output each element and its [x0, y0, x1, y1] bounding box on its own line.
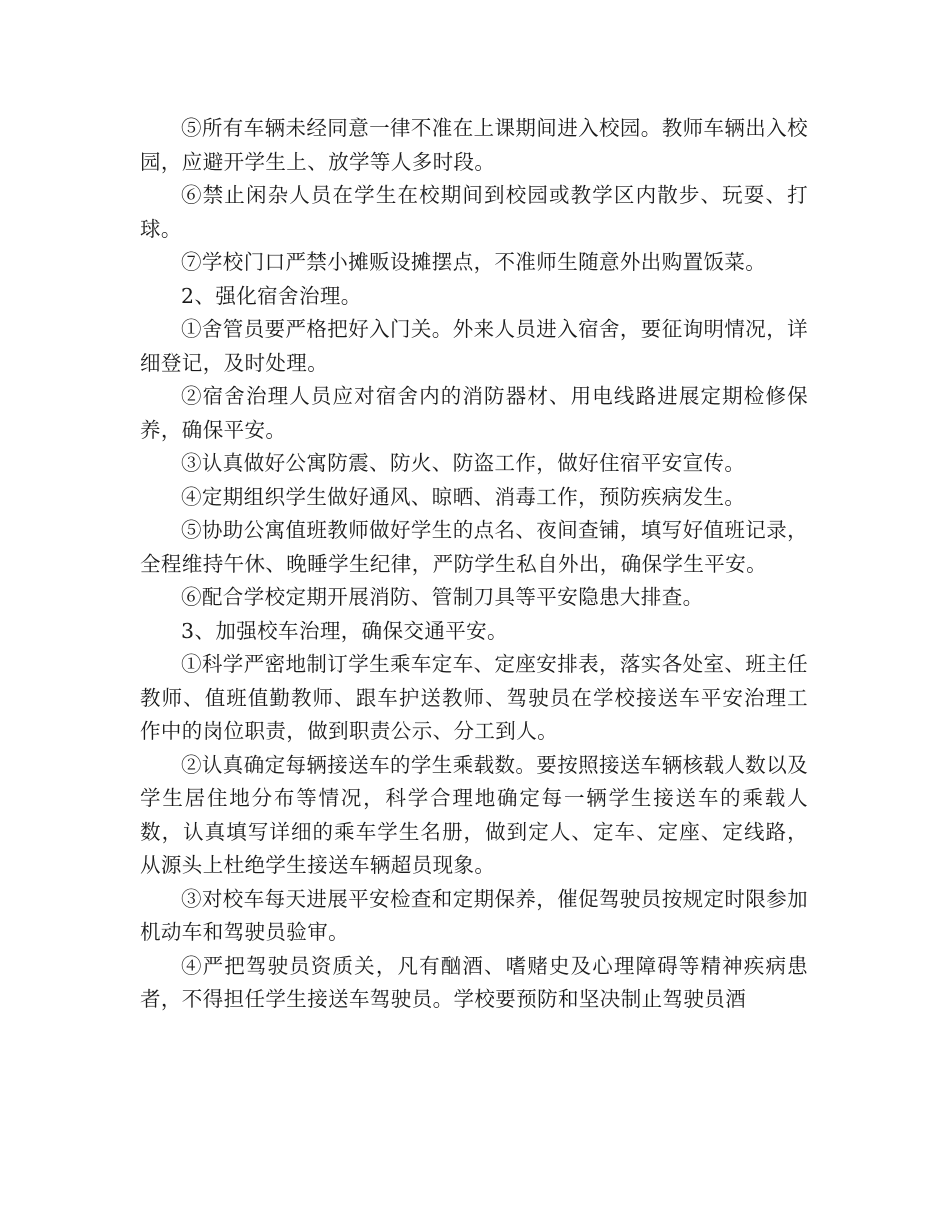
- paragraph-9: ⑤协助公寓值班教师做好学生的点名、夜间查铺，填写好值班记录，全程维持午休、晚睡学生纪律，严防学生私自外出，确保学生平安。: [140, 518, 808, 576]
- paragraph-1: ⑤所有车辆未经同意一律不准在上课期间进入校园。教师车辆出入校园，应避开学生上、放学等人多时段。: [140, 116, 808, 174]
- paragraph-6: ②宿舍治理人员应对宿舍内的消防器材、用电线路进展定期检修保养，确保平安。: [140, 384, 808, 442]
- paragraph-10: ⑥配合学校定期开展消防、管制刀具等平安隐患大排查。: [181, 585, 704, 609]
- section-heading-school-bus: 3、加强校车治理，确保交通平安。: [181, 618, 508, 643]
- paragraph-14: ③对校车每天进展平安检查和定期保养，催促驾驶员按规定时限参加机动车和驾驶员验审。: [140, 886, 808, 944]
- paragraph-15: ④严把驾驶员资质关，凡有酗酒、嗜赌史及心理障碍等精神疾病患者，不得担任学生接送车驾驶员。学校要预防和坚决制止驾驶员酒: [140, 953, 808, 1011]
- section-heading-dormitory: 2、强化宿舍治理。: [181, 283, 362, 308]
- paragraph-7: ③认真做好公寓防震、防火、防盗工作，做好住宿平安宣传。: [181, 451, 746, 475]
- paragraph-3: ⑦学校门口严禁小摊贩设摊摆点，不准师生随意外出购置饭菜。: [181, 250, 767, 274]
- paragraph-5: ①舍管员要严格把好入门关。外来人员进入宿舍，要征询明情况，详细登记，及时处理。: [140, 317, 808, 375]
- paragraph-2: ⑥禁止闲杂人员在学生在校期间到校园或教学区内散步、玩耍、打球。: [140, 183, 808, 241]
- document-page: [140, 112, 808, 1017]
- paragraph-12: ①科学严密地制订学生乘车定车、定座安排表，落实各处室、班主任教师、值班值勤教师、跟车护送教师、驾驶员在学校接送车平安治理工作中的岗位职责，做到职责公示、分工到人。: [140, 652, 808, 743]
- paragraph-8: ④定期组织学生做好通风、晾晒、消毒工作，预防疾病发生。: [181, 484, 746, 509]
- paragraph-13: ②认真确定每辆接送车的学生乘载数。要按照接送车辆核载人数以及学生居住地分布等情况，科学合理地确定每一辆学生接送车的乘载人数，认真填写详细的乘车学生名册，做到定人、定车、定座、定线路，从源头上杜绝学生接送车辆超员现象。: [140, 752, 808, 877]
